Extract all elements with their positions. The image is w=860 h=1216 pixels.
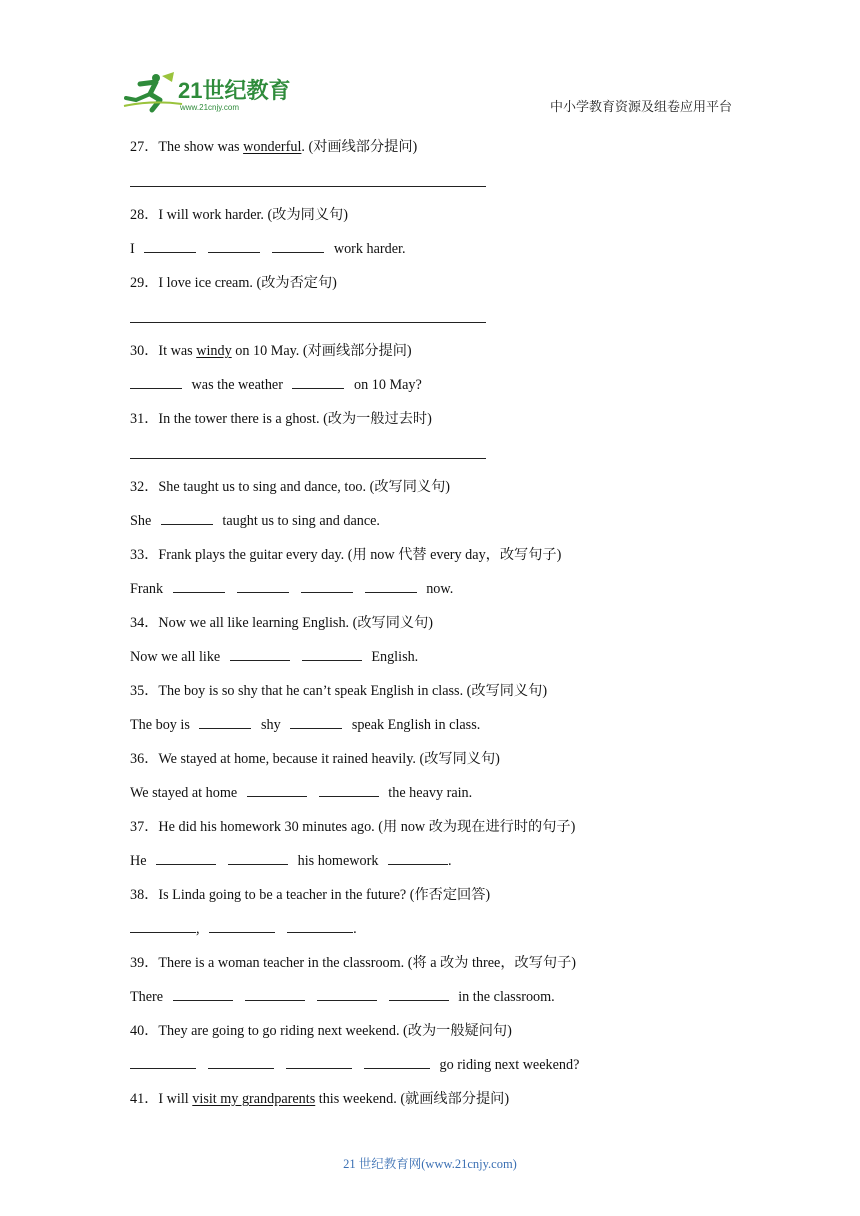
underlined-phrase: visit my grandparents	[192, 1091, 316, 1107]
answer-suffix: now.	[426, 581, 454, 597]
question-39	[130, 952, 730, 986]
answer-comma: ,	[196, 921, 200, 937]
question-number: 38．	[130, 887, 159, 903]
answer-34	[130, 646, 730, 680]
question-text: I will	[158, 1091, 193, 1107]
question-text: Frank plays the guitar every day. (用 now 代替 every day，改写句子)	[158, 547, 562, 563]
answer-blank[interactable]	[287, 918, 353, 933]
answer-prefix: We stayed at home	[130, 785, 238, 801]
question-text: We stayed at home, because it rained heavily. (改写同义句)	[158, 751, 500, 767]
answer-middle: shy	[261, 717, 281, 733]
question-instruction: . (对画线部分提问)	[301, 139, 418, 155]
answer-line[interactable]	[130, 170, 730, 204]
answer-prefix: Now we all like	[130, 649, 221, 665]
underlined-phrase: windy	[196, 343, 232, 359]
answer-prefix: I	[130, 241, 135, 257]
answer-32	[130, 510, 730, 544]
answer-suffix: work harder.	[333, 241, 406, 257]
answer-blank[interactable]	[209, 918, 275, 933]
question-37	[130, 816, 730, 850]
answer-blank[interactable]	[319, 782, 379, 797]
answer-suffix: taught us to sing and dance.	[222, 513, 380, 529]
question-instruction: on 10 May. (对画线部分提问)	[231, 343, 412, 359]
question-41	[130, 1088, 730, 1122]
question-number: 41．	[130, 1091, 159, 1107]
answer-blank[interactable]	[130, 1054, 196, 1069]
question-number: 28．	[130, 207, 159, 223]
question-text: The show was	[158, 139, 244, 155]
answer-blank[interactable]	[388, 850, 448, 865]
question-text: There is a woman teacher in the classroom. (将 a 改为 three，改写句子)	[158, 955, 577, 971]
question-text: The boy is so shy that he can’t speak English in class. (改写同义句)	[158, 683, 548, 699]
question-28	[130, 204, 730, 238]
answer-middle: his homework	[297, 853, 379, 869]
answer-suffix: the heavy rain.	[388, 785, 473, 801]
question-number: 39．	[130, 955, 159, 971]
question-number: 32．	[130, 479, 159, 495]
question-35	[130, 680, 730, 714]
underlined-phrase: wonderful	[243, 139, 302, 155]
answer-blank[interactable]	[272, 238, 324, 253]
answer-prefix: She	[130, 513, 152, 529]
worksheet-content	[130, 136, 730, 1122]
answer-suffix: in the classroom.	[458, 989, 555, 1005]
answer-middle: was the weather	[191, 377, 283, 393]
answer-40	[130, 1054, 730, 1088]
question-number: 27．	[130, 139, 159, 155]
answer-blank[interactable]	[130, 918, 196, 933]
answer-line[interactable]	[130, 442, 730, 476]
answer-blank[interactable]	[365, 578, 417, 593]
question-text: Now we all like learning English. (改写同义句)	[158, 615, 434, 631]
question-number: 36．	[130, 751, 159, 767]
question-number: 35．	[130, 683, 159, 699]
answer-prefix: He	[130, 853, 147, 869]
answer-blank[interactable]	[199, 714, 251, 729]
question-30	[130, 340, 730, 374]
runner-logo-icon	[122, 70, 292, 114]
question-text: It was	[158, 343, 197, 359]
answer-suffix: go riding next weekend?	[439, 1057, 580, 1073]
question-text: He did his homework 30 minutes ago. (用 now 改为现在进行时的句子)	[158, 819, 576, 835]
question-text: In the tower there is a ghost. (改为一般过去时)	[158, 411, 432, 427]
answer-blank[interactable]	[245, 986, 305, 1001]
answer-suffix: English.	[371, 649, 419, 665]
answer-blank[interactable]	[228, 850, 288, 865]
answer-suffix: on 10 May?	[354, 377, 422, 393]
answer-blank[interactable]	[301, 578, 353, 593]
answer-suffix: speak English in class.	[351, 717, 481, 733]
answer-blank[interactable]	[364, 1054, 430, 1069]
answer-blank[interactable]	[144, 238, 196, 253]
answer-37	[130, 850, 730, 884]
answer-38	[130, 918, 730, 952]
question-text: They are going to go riding next weekend. (改为一般疑问句)	[158, 1023, 512, 1039]
question-40	[130, 1020, 730, 1054]
answer-36	[130, 782, 730, 816]
answer-blank[interactable]	[161, 510, 213, 525]
answer-prefix: There	[130, 989, 164, 1005]
answer-28	[130, 238, 730, 272]
logo-url-text: www.21cnjy.com	[180, 103, 239, 112]
site-logo	[122, 70, 292, 114]
answer-blank[interactable]	[302, 646, 362, 661]
question-number: 29．	[130, 275, 159, 291]
page-footer[interactable]: 21 世纪教育网(www.21cnjy.com)	[343, 1157, 517, 1171]
answer-blank[interactable]	[130, 374, 182, 389]
question-number: 37．	[130, 819, 159, 835]
answer-prefix: Frank	[130, 581, 164, 597]
answer-35	[130, 714, 730, 748]
answer-blank[interactable]	[286, 1054, 352, 1069]
question-text: I love ice cream. (改为否定句)	[158, 275, 337, 291]
question-instruction: this weekend. (就画线部分提问)	[315, 1091, 510, 1107]
answer-39	[130, 986, 730, 1020]
answer-blank[interactable]	[230, 646, 290, 661]
question-text: I will work harder. (改为同义句)	[158, 207, 348, 223]
question-38	[130, 884, 730, 918]
answer-line[interactable]	[130, 306, 730, 340]
question-33	[130, 544, 730, 578]
question-text: Is Linda going to be a teacher in the future? (作否定回答)	[158, 887, 491, 903]
question-34	[130, 612, 730, 646]
answer-prefix: The boy is	[130, 717, 190, 733]
answer-33	[130, 578, 730, 612]
page-header	[0, 0, 860, 125]
question-number: 34．	[130, 615, 159, 631]
answer-blank[interactable]	[156, 850, 216, 865]
question-29	[130, 272, 730, 306]
answer-blank[interactable]	[208, 238, 260, 253]
answer-blank[interactable]	[247, 782, 307, 797]
answer-30	[130, 374, 730, 408]
answer-suffix: .	[447, 853, 452, 869]
question-number: 30．	[130, 343, 159, 359]
answer-blank[interactable]	[208, 1054, 274, 1069]
answer-blank[interactable]	[290, 714, 342, 729]
answer-suffix: .	[353, 921, 357, 937]
question-31	[130, 408, 730, 442]
answer-blank[interactable]	[317, 986, 377, 1001]
platform-title: 中小学教育资源及组卷应用平台	[549, 99, 732, 114]
question-32	[130, 476, 730, 510]
question-number: 31．	[130, 411, 159, 427]
question-36	[130, 748, 730, 782]
answer-blank[interactable]	[237, 578, 289, 593]
question-text: She taught us to sing and dance, too. (改写同义句)	[158, 479, 450, 495]
answer-blank[interactable]	[173, 578, 225, 593]
question-number: 33．	[130, 547, 159, 563]
question-number: 40．	[130, 1023, 159, 1039]
answer-blank[interactable]	[292, 374, 344, 389]
answer-blank[interactable]	[173, 986, 233, 1001]
logo-text: 21世纪教育	[178, 78, 291, 103]
question-27	[130, 136, 730, 170]
answer-blank[interactable]	[389, 986, 449, 1001]
